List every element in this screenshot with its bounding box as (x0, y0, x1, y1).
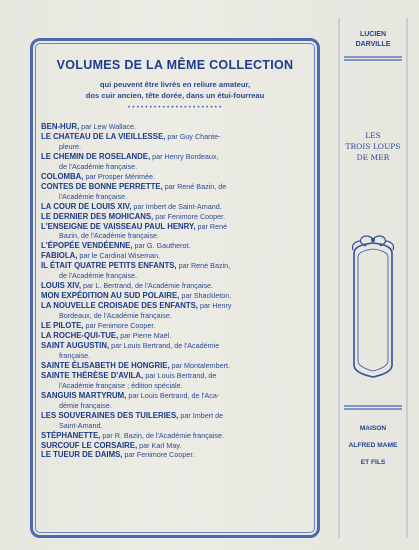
spine-title-line: DE MER (356, 153, 390, 162)
book-entry-continuation: l'Académie française ; édition spéciale. (59, 380, 183, 390)
book-entry-continuation: pleure. (59, 141, 81, 151)
book-entry (41, 122, 311, 132)
book-author: par Prosper Mérimée. (83, 171, 155, 181)
book-entry-continuation: Bordeaux, de l'Académie française. (59, 311, 172, 321)
book-title: SAINTE ÉLISABETH DE HONGRIE, (41, 360, 170, 370)
book-author: par Imbert de Saint-Amand. (131, 201, 222, 211)
book-title: LA ROCHE-QUI-TUE, (41, 331, 119, 341)
spine-author (338, 30, 408, 50)
book-entry (41, 241, 311, 251)
book-author: par René Bazin, (176, 261, 231, 271)
book-entry-continuation: Bazin, de l'Académie française. (59, 231, 160, 241)
spine-rule (344, 59, 402, 61)
book-title: LE DERNIER DES MOHICANS, (41, 211, 154, 221)
book-author: par Lew Wallace. (79, 122, 136, 131)
book-entry (41, 132, 311, 142)
book-entry (41, 222, 311, 232)
book-author: par Guy Chante- (165, 131, 221, 141)
book-title: SURCOUF LE CORSAIRE, (41, 440, 138, 450)
book-author: par Fenimore Cooper. (122, 450, 195, 460)
book-entry (41, 411, 311, 421)
book-author: par L. Bertrand, de l'Académie française. (81, 281, 214, 291)
book-title: SANGUIS MARTYRUM, (41, 390, 127, 400)
book-entry (41, 202, 311, 212)
book-title: MON EXPÉDITION AU SUD POLAIRE, (41, 291, 180, 301)
book-entry-continuation: de l'Académie française. (59, 271, 138, 281)
book-entry (41, 212, 311, 222)
separator-dots: •••••••••••••••••••••• (127, 104, 223, 111)
book-author: par G. Gautherot. (132, 241, 191, 251)
book-author: par Shackleton. (179, 291, 232, 301)
book-entry-continuation: démie française. (59, 400, 112, 410)
book-entry-continuation: Saint-Amand. (59, 420, 103, 430)
book-author: par Pierre Maël. (118, 331, 172, 341)
book-entry (41, 182, 311, 192)
book-title: STÉPHANETTE, (41, 430, 101, 440)
book-title: SAINTE THÉRÈSE D'AVILA, (41, 370, 144, 380)
collection-heading: VOLUMES DE LA MÊME COLLECTION (56, 58, 294, 72)
book-title: IL ÉTAIT QUATRE PETITS ENFANTS, (41, 261, 177, 271)
book-author: par Fenimore Cooper. (83, 321, 156, 331)
book-author: par Henry Bordeaux, (150, 151, 219, 161)
book-title: SAINT AUGUSTIN, (41, 340, 110, 350)
spine-rule (344, 405, 402, 407)
book-title: L'ÉPOPÉE VENDÉENNE, (41, 241, 133, 251)
book-entry (41, 281, 311, 291)
spine-title-line: TROIS LOUPS (345, 142, 401, 151)
book-author: par Louis Bertrand, de (143, 370, 217, 380)
spine-author-last: DARVILLE (355, 41, 391, 48)
spine-publisher (338, 420, 408, 471)
book-title: LE PILOTE, (41, 321, 84, 331)
book-entry (41, 371, 311, 381)
book-entry (41, 361, 311, 371)
book-title: LE CHATEAU DE LA VIEILLESSE, (41, 131, 166, 141)
spine-publisher-line: ALFRED MAME (348, 442, 398, 449)
spine-publisher-line: MAISON (359, 425, 387, 432)
book-entry (41, 172, 311, 182)
book-list (41, 122, 311, 460)
book-author: par Fenimore Cooper. (153, 211, 226, 221)
book-title: LA NOUVELLE CROISADE DES ENFANTS, (41, 301, 198, 311)
collection-subtitle (40, 79, 310, 101)
book-title: COLOMBA, (41, 171, 84, 181)
spine-title (338, 130, 408, 163)
book-title: LOUIS XIV, (41, 281, 82, 291)
book-entry (41, 341, 311, 351)
book-author: par Imbert de (178, 410, 224, 420)
book-entry (41, 321, 311, 331)
book-author: par Louis Bertrand, de l'Académie (109, 340, 220, 350)
book-author: par Henry (197, 301, 232, 311)
spine-rule (344, 408, 402, 410)
book-entry (41, 152, 311, 162)
book-author: par René (195, 221, 228, 231)
book-entry (41, 251, 311, 261)
spine-publisher-line: ET FILS (360, 459, 386, 466)
book-title: LA COUR DE LOUIS XIV, (41, 201, 132, 211)
book-entry-continuation: de l'Académie française. (59, 161, 138, 171)
book-author: par le Cardinal Wiseman. (77, 251, 161, 261)
spine-author-first: LUCIEN (359, 31, 387, 38)
book-entry (41, 431, 311, 441)
book-entry (41, 441, 311, 451)
spine-title-line: LES (365, 131, 381, 140)
spine-rule (344, 56, 402, 58)
book-entry-continuation: l'Académie française. (59, 191, 128, 201)
book-title: FABIOLA, (41, 251, 78, 261)
book-title: LES SOUVERAINES DES TUILERIES, (41, 410, 179, 420)
book-entry (41, 391, 311, 401)
book-author: par Montalembert. (169, 360, 230, 370)
subtitle-line: dos cuir ancien, tête dorée, dans un étui-fourreau (85, 91, 265, 100)
book-title: LE CHEMIN DE ROSELANDE, (41, 151, 151, 161)
book-entry (41, 331, 311, 341)
book-title: BEN-HUR, (41, 122, 80, 131)
spine-ornament-icon (345, 233, 401, 383)
book-author: par R. Bazin, de l'Académie française. (100, 430, 224, 440)
book-entry (41, 301, 311, 311)
book-entry (41, 261, 311, 271)
book-author: par Karl May. (137, 440, 182, 450)
book-title: CONTES DE BONNE PERRETTE, (41, 181, 163, 191)
book-author: par Louis Bertrand, de l'Aca- (126, 390, 220, 400)
book-title: LE TUEUR DE DAIMS, (41, 450, 123, 460)
book-author: par René Bazin, de (162, 181, 227, 191)
book-entry (41, 291, 311, 301)
book-entry-continuation: française. (59, 350, 91, 360)
book-title: L'ENSEIGNE DE VAISSEAU PAUL HENRY, (41, 221, 196, 231)
book-entry (41, 450, 311, 460)
subtitle-line: qui peuvent être livrés en reliure amateur, (99, 80, 251, 89)
